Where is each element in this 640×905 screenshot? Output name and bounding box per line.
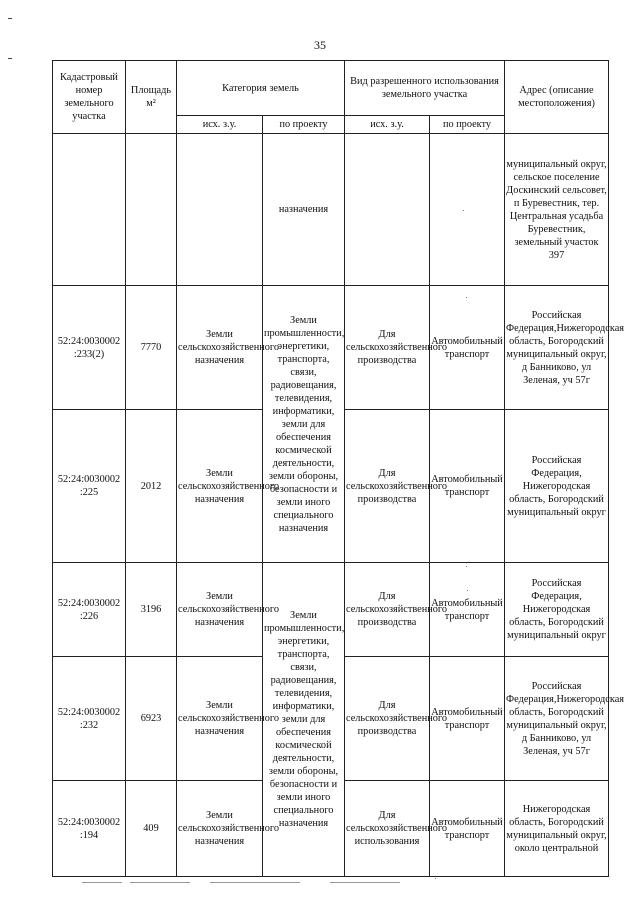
header-use: Вид разрешенного использования земельного участка — [345, 61, 505, 116]
header-category: Категория земель — [177, 61, 345, 116]
category-existing-cell: Земли сельскохозяйственного назначения — [177, 410, 263, 563]
scan-speck — [435, 878, 436, 879]
cadastral-cell — [53, 134, 126, 286]
address-cell: Российская Федерация,Нижегородская область, Богородский муниципальный округ, д Банниково, ул Зеленая, уч 57г — [505, 657, 609, 781]
land-plots-table — [52, 60, 625, 877]
use-existing-cell — [345, 134, 430, 286]
cadastral-cell: 52:24:0030002 :194 — [53, 781, 126, 877]
use-existing-cell: Для сельскохозяйственного производства — [345, 657, 430, 781]
area-cell: 409 — [126, 781, 177, 877]
cadastral-cell: 52:24:0030002 :225 — [53, 410, 126, 563]
area-cell: 2012 — [126, 410, 177, 563]
use-project-cell: Автомобильный транспорт — [430, 410, 505, 563]
area-cell: 6923 — [126, 657, 177, 781]
header-cadastral: Кадастровый номер земельного участка — [53, 61, 126, 134]
scan-speck — [466, 297, 467, 298]
use-project-cell: Автомобильный транспорт — [430, 563, 505, 657]
use-existing-cell: Для сельскохозяйственного использования — [345, 781, 430, 877]
use-existing-cell: Для сельскохозяйственного производства — [345, 410, 430, 563]
use-project-cell: Автомобильный транспорт — [430, 781, 505, 877]
table-row — [53, 563, 609, 657]
subheader-use-project: по проекту — [430, 116, 505, 134]
use-project-cell — [430, 134, 505, 286]
category-existing-cell: Земли сельскохозяйственного назначения — [177, 781, 263, 877]
address-cell: Российская Федерация,Нижегородская область, Богородский муниципальный округ, д Банниково, ул Зеленая, уч 57г — [505, 286, 609, 410]
area-cell — [126, 134, 177, 286]
area-cell: 7770 — [126, 286, 177, 410]
category-project-cell: Земли промышленности, энергетики, транспорта, связи, радиовещания, телевидения, информатики, земли для обеспечения космической деятельности, земли обороны, безопасности и земли иного специального назначения — [263, 286, 345, 563]
page-number: 35 — [314, 38, 326, 52]
scan-speck — [466, 566, 467, 567]
scan-speck — [467, 590, 468, 591]
cadastral-cell: 52:24:0030002 :226 — [53, 563, 126, 657]
category-existing-cell: Земли сельскохозяйственного назначения — [177, 657, 263, 781]
margin-mark — [8, 18, 12, 19]
use-project-cell: Автомобильный транспорт — [430, 657, 505, 781]
cadastral-cell: 52:24:0030002 :232 — [53, 657, 126, 781]
use-existing-cell: Для сельскохозяйственного производства — [345, 286, 430, 410]
category-project-cell: Земли промышленности, энергетики, транспорта, связи, радиовещания, телевидения, информатики, земли для обеспечения космической деятельности, земли обороны, безопасности и земли иного специального назначения — [263, 563, 345, 877]
category-existing-cell: Земли сельскохозяйственного назначения — [177, 286, 263, 410]
use-project-cell: Автомобильный транспорт — [430, 286, 505, 410]
area-cell: 3196 — [126, 563, 177, 657]
header-area: Площадь м² — [126, 61, 177, 134]
address-cell: Российская Федерация, Нижегородская область, Богородский муниципальный округ — [505, 563, 609, 657]
use-existing-cell: Для сельскохозяйственного производства — [345, 563, 430, 657]
category-existing-cell: Земли сельскохозяйственного назначения — [177, 563, 263, 657]
footer-rule — [330, 882, 400, 883]
footer-rule — [130, 882, 190, 883]
table-header-row — [53, 61, 609, 116]
address-cell: Российская Федерация, Нижегородская область, Богородский муниципальный округ — [505, 410, 609, 563]
category-project-cell: назначения — [263, 134, 345, 286]
header-address: Адрес (описание местоположения) — [505, 61, 609, 134]
footer-rule — [82, 882, 122, 883]
category-existing-cell — [177, 134, 263, 286]
subheader-category-project: по проекту — [263, 116, 345, 134]
cadastral-cell: 52:24:0030002 :233(2) — [53, 286, 126, 410]
address-cell: муниципальный округ, сельское поселение Доскинский сельсовет, п Буревестник, тер. Центральная усадьба Буревестник, земельный участок 397 — [505, 134, 609, 286]
margin-mark — [8, 58, 12, 59]
table-row — [53, 134, 609, 286]
address-cell: Нижегородская область, Богородский муниципальный округ, около центральной — [505, 781, 609, 877]
scan-speck — [463, 210, 464, 211]
subheader-use-existing: исх. з.у. — [345, 116, 430, 134]
table-row — [53, 286, 609, 410]
footer-rule — [210, 882, 300, 883]
subheader-category-existing: исх. з.у. — [177, 116, 263, 134]
